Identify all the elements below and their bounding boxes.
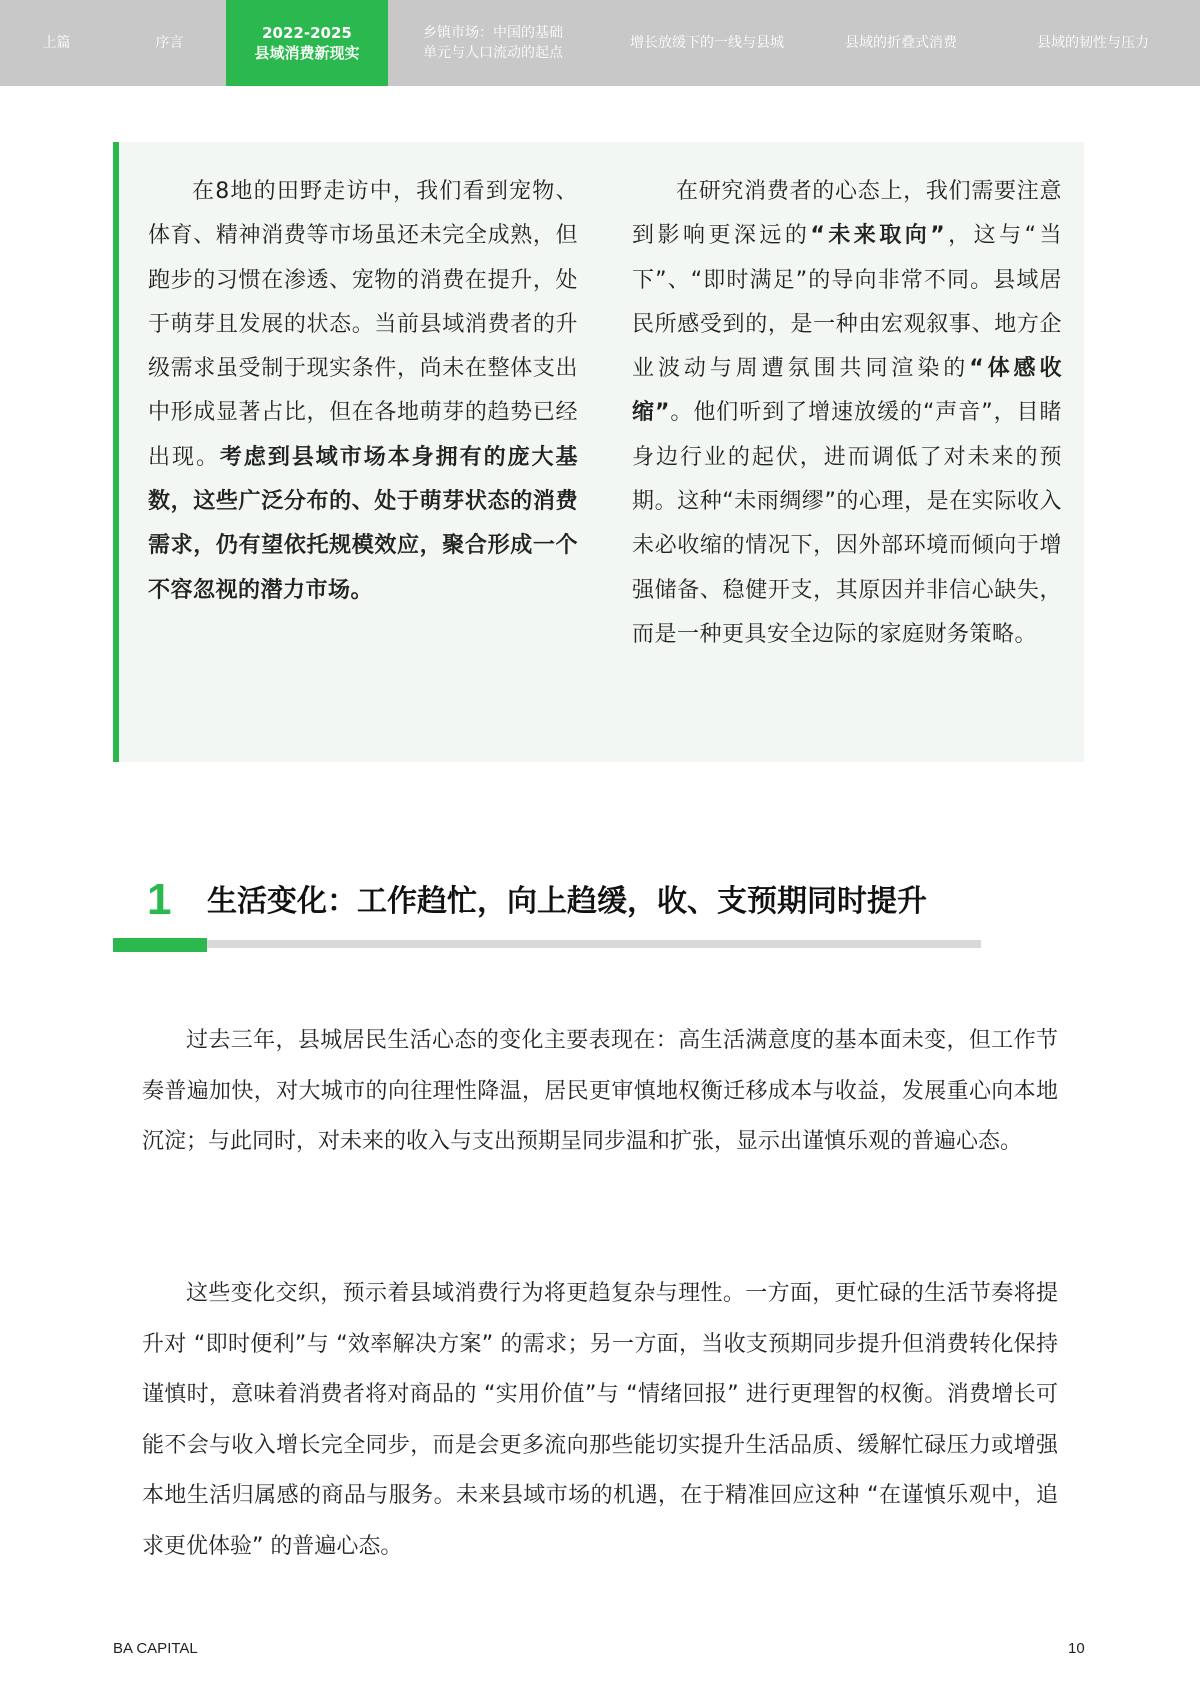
callout-left-column [148,170,578,613]
tab-township-market[interactable] [388,0,598,86]
tab-folded-consumption[interactable] [816,0,986,86]
page-number: 10 [1068,1640,1085,1657]
section-heading [113,870,983,960]
tab-label: 增长放缓下的一线与县城 [630,35,784,51]
highlight-callout [113,142,1084,762]
callout-right-text-2: ，这与“当下”、“即时满足”的导向非常不同。县域居民所感受到的，是一种由宏观叙事、地方企业波动与周遭氛围共同渲染的 [632,223,1062,382]
section-divider-accent [113,938,207,952]
callout-right-bold-1: “未来取向” [810,223,946,249]
tab-growth-slowdown[interactable] [598,0,816,86]
tab-resilience-pressure[interactable] [986,0,1200,86]
section-divider [113,940,981,948]
callout-right-text-1: 在研究消费者的心态上，我们需要注意到影响更深远的 [632,179,1062,249]
tab-label-line2: 单元与人口流动的起点 [423,45,563,61]
tab-label-line2: 县域消费新现实 [254,44,360,62]
tab-label: 上篇 [42,35,71,51]
tab-label: 县域的折叠式消费 [845,35,957,51]
tab-preface[interactable] [113,0,226,86]
section-title: 生活变化：工作趋忙，向上趋缓，收、支预期同时提升 [207,884,927,919]
body-paragraph-text: 这些变化交织，预示着县域消费行为将更趋复杂与理性。一方面，更忙碌的生活节奏将提升对 “即时便利”与 “效率解决方案” 的需求；另一方面，当收支预期同步提升但消费转化保持谨慎时，意味着消费者将对商品的 “实用价值”与 “情绪回报” 进行更理智的权衡。消费增长可能不会与收入增长完全同步，而是会更多流向那些能切实提升生活品质、缓解忙碌压力或增强本地生活归属感的商品与服务。未来县域市场的机遇，在于精准回应这种 “在谨慎乐观中，追求更优体验” 的普遍心态。 [142,1281,1058,1559]
callout-left-text: 在8地的田野走访中，我们看到宠物、体育、精神消费等市场虽还未完全成熟，但跑步的习惯在渗透、宠物的消费在提升，处于萌芽且发展的状态。当前县域消费者的升级需求虽受制于现实条件，尚未在整体支出中形成显著占比，但在各地萌芽的趋势已经出现。 [148,179,578,470]
body-paragraph-2 [142,1269,1058,1572]
callout-right-paragraph [632,170,1062,657]
callout-right-bold-2: “体感收缩” [632,356,1062,426]
tab-shangpian[interactable] [0,0,113,86]
tab-label-line1: 2022-2025 [262,24,352,42]
callout-left-paragraph [148,170,578,613]
tab-label-line1: 乡镇市场：中国的基础 [423,25,563,41]
top-navigation [0,0,1200,86]
tab-county-consumption-reality[interactable] [226,0,388,86]
tab-label: 序言 [155,35,184,51]
callout-left-bold: 考虑到县域市场本身拥有的庞大基数，这些广泛分布的、处于萌芽状态的消费需求，仍有望依托规模效应，聚合形成一个不容忽视的潜力市场。 [148,444,578,603]
callout-right-column [632,170,1062,657]
section-number: 1 [147,875,172,924]
tab-label: 县域的韧性与压力 [1037,35,1149,51]
body-paragraph-1 [142,1016,1058,1168]
body-paragraph-text: 过去三年，县城居民生活心态的变化主要表现在：高生活满意度的基本面未变，但工作节奏普遍加快，对大城市的向往理性降温，居民更审慎地权衡迁移成本与收益，发展重心向本地沉淀；与此同时，对未来的收入与支出预期呈同步温和扩张，显示出谨慎乐观的普遍心态。 [142,1028,1058,1154]
footer-brand: BA CAPITAL [113,1640,198,1657]
callout-right-text-3: 。他们听到了增速放缓的“声音”，目睹身边行业的起伏，进而调低了对未来的预期。这种“未雨绸缪”的心理，是在实际收入未必收缩的情况下，因外部环境而倾向于增强储备、稳健开支，其原因并非信心缺失，而是一种更具安全边际的家庭财务策略。 [632,400,1062,647]
